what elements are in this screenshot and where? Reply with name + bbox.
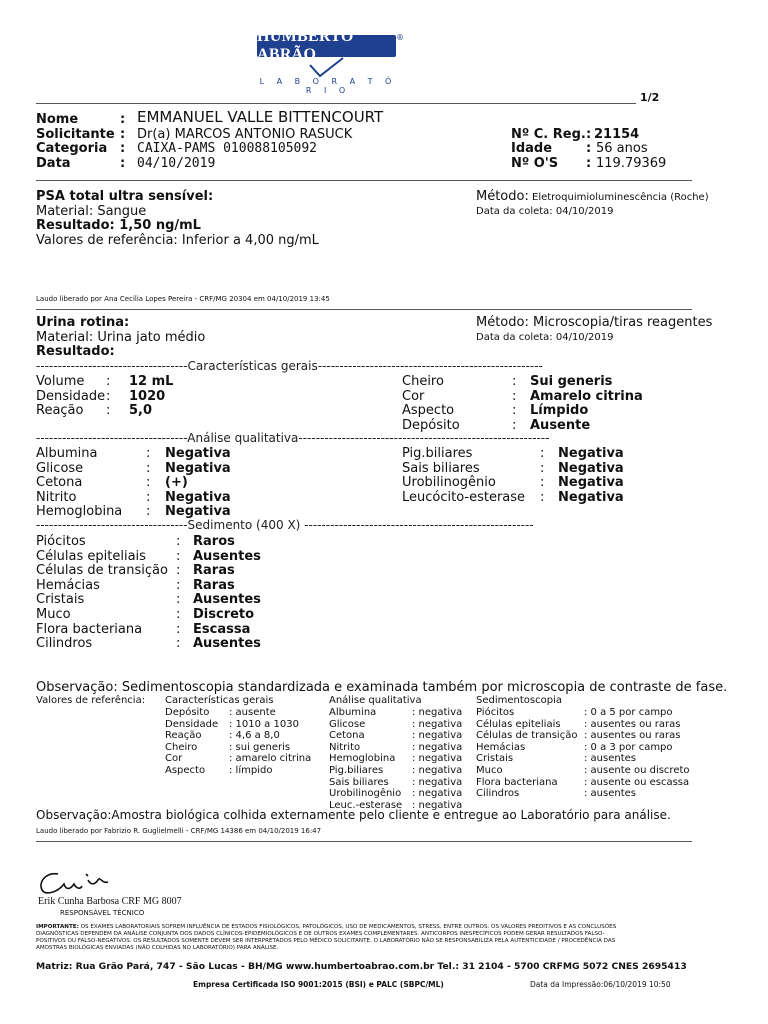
psa-result: Resultado: 1,50 ng/mL (36, 218, 201, 233)
result-label: Células epiteliais (36, 548, 146, 564)
age-value: 56 anos (596, 141, 648, 156)
ref-value: : amarelo citrina (229, 753, 312, 765)
ref-label: Albumina (329, 707, 377, 718)
result-value: Negativa (165, 460, 231, 476)
logo-subtitle: L A B O R A T Ó R I O (259, 77, 397, 95)
ref-value: : límpido (229, 765, 273, 776)
age-label: Idade (511, 141, 553, 156)
result-label: Volume (36, 374, 85, 389)
lab-logo (257, 28, 396, 63)
result-value: Negativa (165, 504, 231, 519)
urine-release: Laudo liberado por Fabrizio R. Guglielmelli - CRF/MG 14386 em 04/10/2019 16:47 (36, 827, 322, 835)
result-label: Hemoglobina (36, 504, 123, 519)
ref-label: Cor (165, 753, 183, 765)
ref-label: Reação (165, 730, 202, 742)
result-label: Cristais (36, 592, 85, 608)
ref-value: : negativa (412, 741, 463, 753)
result-label: Pig.biliares (402, 446, 473, 461)
result-value: Amarelo citrina (530, 388, 643, 404)
colon-separator: : (176, 636, 181, 652)
header-rule (36, 180, 692, 181)
ref-value: : 4,6 a 8,0 (229, 730, 280, 742)
divider-qualitative: -----------------------------------Análise qualitativa---------------------------------------------------------- (36, 431, 550, 445)
colon-separator: : (540, 460, 545, 476)
ref-value: : negativa (412, 788, 463, 800)
colon-separator: : (146, 460, 151, 476)
colon-separator: : (106, 374, 111, 389)
colon-separator: : (106, 403, 111, 418)
footer-print-date: Data da Impressão:06/10/2019 10:50 (530, 980, 671, 989)
result-value: Raras (193, 563, 235, 579)
psa-collection-date: Data da coleta: 04/10/2019 (476, 206, 614, 217)
urine-result-label: Resultado: (36, 344, 115, 359)
ref-value: : negativa (412, 765, 463, 776)
colon-separator: : (176, 621, 181, 637)
result-label: Nitrito (36, 489, 77, 505)
ref-value: : negativa (412, 707, 463, 718)
result-label: Reação (36, 403, 84, 418)
result-value: Ausentes (193, 592, 261, 608)
colon-separator: : (106, 388, 111, 404)
ref-label: Cheiro (165, 741, 198, 753)
checkmark-icon (307, 56, 347, 78)
ref-label: Flora bacteriana (476, 776, 558, 788)
ref-col3-title: Sedimentoscopia (476, 695, 562, 706)
ref-label: Células epiteliais (476, 718, 561, 730)
result-value: Negativa (558, 475, 624, 490)
colon-separator: : (176, 548, 181, 564)
colon-separator: : (146, 446, 151, 461)
ref-label: Cristais (476, 753, 514, 765)
ref-value: : ausentes (584, 753, 636, 765)
result-value: Raros (193, 534, 235, 549)
result-value: Negativa (165, 446, 231, 461)
category-label: Categoria (36, 141, 108, 156)
ref-label: Glicose (329, 718, 366, 730)
colon-separator: : (512, 403, 517, 418)
ref-label: Piócitos (476, 707, 515, 718)
ref-label: Pig.biliares (329, 765, 384, 776)
psa-title: PSA total ultra sensível: (36, 189, 214, 204)
requester-value: Dr(a) MARCOS ANTONIO RASUCK (137, 127, 353, 142)
urine-material: Material: Urina jato médio (36, 330, 206, 345)
psa-release: Laudo liberado por Ana Cecília Lopes Pereira - CRF/MG 20304 em 04/10/2019 13:45 (36, 295, 330, 303)
signature-name: Erik Cunha Barbosa CRF MG 8007 (38, 896, 182, 907)
colon-separator: : (176, 563, 181, 579)
ref-value: : negativa (412, 718, 463, 730)
result-label: Leucócito-esterase (402, 489, 526, 505)
result-value: Ausente (530, 417, 591, 433)
ref-label: Cetona (329, 730, 365, 742)
colon-separator: : (176, 534, 181, 549)
signature-role: RESPONSÁVEL TÉCNICO (60, 909, 145, 917)
reg-value: 21154 (594, 127, 640, 142)
result-label: Albumina (36, 446, 98, 461)
psa-rule (36, 309, 692, 310)
ref-value: : negativa (412, 753, 463, 765)
result-label: Glicose (36, 460, 84, 476)
result-value: Ausentes (193, 548, 261, 564)
observation-2: Observação:Amostra biológica colhida externamente pelo cliente e entregue ao Laboratório para análise. (36, 808, 671, 822)
footer-certification: Empresa Certificada ISO 9001:2015 (BSI) e PALC (SBPC/ML) (193, 980, 444, 989)
ref-label: Aspecto (165, 765, 206, 776)
ref-value: : 0 a 3 por campo (584, 741, 673, 753)
ref-label: Cilindros (476, 788, 520, 800)
result-value: 1020 (129, 388, 166, 404)
result-label: Piócitos (36, 534, 86, 549)
os-value: 119.79369 (596, 156, 667, 171)
colon-separator: : (540, 489, 545, 505)
top-rule (36, 103, 636, 104)
colon-separator: : (146, 504, 151, 519)
colon-separator: : (512, 374, 517, 389)
result-value: Negativa (165, 489, 231, 505)
result-label: Muco (36, 607, 71, 622)
ref-value: : ausente ou escassa (584, 776, 690, 788)
result-value: Raras (193, 577, 235, 593)
ref-label: Células de transição (476, 730, 578, 742)
colon-separator: : (176, 592, 181, 608)
result-label: Células de transição (36, 563, 168, 579)
ref-col1-title: Características gerais (165, 695, 274, 706)
date-value: 04/10/2019 (137, 156, 216, 171)
page-number: 1/2 (640, 91, 660, 104)
result-label: Aspecto (402, 403, 455, 418)
divider-general: -----------------------------------Características gerais---------------------------------------------------- (36, 359, 543, 373)
important-notice: IMPORTANTE: OS EXAMES LABORATORIAIS SOFREM INFLUÊNCIA DE ESTADOS FISIOLÓGICOS, PATOLÓGICOS, USO DE MEDICAMENTOS, STRESS, ENTRE OUTROS. OS VALORES PREDITIVOS E AS CONCLUSÕES DIAGNÓSTICAS DEPENDEM DA ANÁLISE CONJUNTA DOS DADOS CLÍNICOS-EPIDEMIOLÓGICOS E DE OUTROS EXAMES COMPLEMENTARES. ANTICORPOS INESPECÍFICOS PODEM GERAR RESULTADOS FALSO- POSITIVOS OU FALSO-NEGATIVOS. OS RESULTADOS SOMENTE DEVEM SER INTERPRETADOS PELO MÉDICO SOLICITANTE. O LABORATÓRIO NÃO SE RESPONSABILIZA PELA AUTENTICIDADE / PROCEDÊNCIA DAS AMOSTRAS BIOLÓGICAS ENVIADAS (NÃO COLHIDAS NO LABORATÓRIO) PARA ANÁLISE. (36, 924, 617, 951)
observation-1: Observação: Sedimentoscopia standardizada e examinada também por microscopia de contraste de fase. (36, 680, 728, 695)
result-value: Discreto (193, 607, 255, 622)
registered-mark: ® (396, 33, 404, 42)
urine-method: Método: Microscopia/tiras reagentes (476, 315, 713, 330)
requester-label: Solicitante (36, 127, 115, 142)
name-label: Nome (36, 112, 79, 127)
result-value: Sui generis (530, 374, 613, 389)
ref-value: : ausentes ou raras (584, 718, 681, 730)
logo-brand: HUMBERTO ABRÃO (257, 28, 354, 63)
urine-rule (36, 841, 692, 842)
result-label: Urobilinogênio (402, 475, 496, 490)
ref-label: Hemácias (476, 741, 526, 753)
ref-value: : negativa (412, 730, 463, 742)
result-label: Cheiro (402, 374, 444, 389)
result-value: Límpido (530, 403, 589, 418)
psa-reference: Valores de referência: Inferior a 4,00 ng/mL (36, 233, 319, 248)
result-value: Ausentes (193, 636, 261, 652)
os-label: Nº O'S (511, 156, 559, 171)
ref-value: : ausente ou discreto (584, 765, 690, 776)
colon-separator: : (540, 446, 545, 461)
result-value: 5,0 (129, 403, 153, 418)
ref-value: : 1010 a 1030 (229, 718, 299, 730)
result-label: Cetona (36, 475, 83, 490)
ref-label: Depósito (165, 707, 210, 718)
footer-address: Matriz: Rua Grão Pará, 747 - São Lucas - BH/MG www.humbertoabrao.com.br Tel.: 31 2104 - 5700 CRFMG 5072 CNES 2695413 (36, 961, 687, 972)
result-label: Cilindros (36, 636, 93, 652)
result-value: Negativa (558, 460, 624, 476)
result-value: Negativa (558, 489, 624, 505)
result-value: 12 mL (129, 374, 174, 389)
signature-mark (36, 864, 126, 898)
result-value: (+) (165, 475, 188, 490)
ref-value: : sui generis (229, 741, 291, 753)
patient-name: EMMANUEL VALLE BITTENCOURT (137, 108, 384, 126)
psa-material: Material: Sangue (36, 204, 147, 219)
reg-label: Nº C. Reg. (511, 127, 586, 142)
result-value: Escassa (193, 621, 251, 637)
psa-method: Eletroquimioluminescência (Roche) (532, 192, 709, 203)
date-label: Data (36, 156, 71, 171)
colon-separator: : (176, 577, 181, 593)
colon-separator: : (146, 475, 151, 490)
result-label: Depósito (402, 417, 460, 433)
ref-label: Leuc.-esterase (329, 799, 403, 811)
ref-value: : negativa (412, 799, 463, 811)
ref-value: : ausentes ou raras (584, 730, 681, 742)
result-value: Negativa (558, 446, 624, 461)
category-value: CAIXA-PAMS 010088105092 (137, 141, 318, 156)
ref-value: : ausente (229, 707, 276, 718)
result-label: Hemácias (36, 577, 100, 593)
ref-label: Muco (476, 765, 503, 776)
ref-label: Hemoglobina (329, 753, 396, 765)
colon-separator: : (540, 475, 545, 490)
colon-separator: : (512, 417, 517, 433)
result-label: Sais biliares (402, 460, 480, 476)
ref-col2-title: Análise qualitativa (329, 695, 422, 706)
ref-label: Sais biliares (329, 776, 389, 788)
divider-sediment: -----------------------------------Sedimento (400 X) ----------------------------------------------------- (36, 518, 534, 532)
result-label: Cor (402, 388, 425, 404)
ref-label: Nitrito (329, 741, 361, 753)
urine-collection-date: Data da coleta: 04/10/2019 (476, 332, 614, 343)
psa-method-label: Método: (476, 189, 529, 204)
urine-title: Urina rotina: (36, 315, 130, 330)
colon-separator: : (176, 607, 181, 622)
ref-value: : 0 a 5 por campo (584, 707, 673, 718)
colon-separator: : (146, 489, 151, 505)
ref-value: : ausentes (584, 788, 636, 800)
result-label: Densidade (36, 388, 106, 404)
ref-value: : negativa (412, 776, 463, 788)
reference-label: Valores de referência: (36, 695, 146, 706)
ref-label: Densidade (165, 718, 219, 730)
ref-label: Urobilinogênio (329, 788, 402, 800)
colon-separator: : (512, 388, 517, 404)
result-label: Flora bacteriana (36, 621, 143, 637)
important-label: IMPORTANTE: (36, 924, 79, 930)
